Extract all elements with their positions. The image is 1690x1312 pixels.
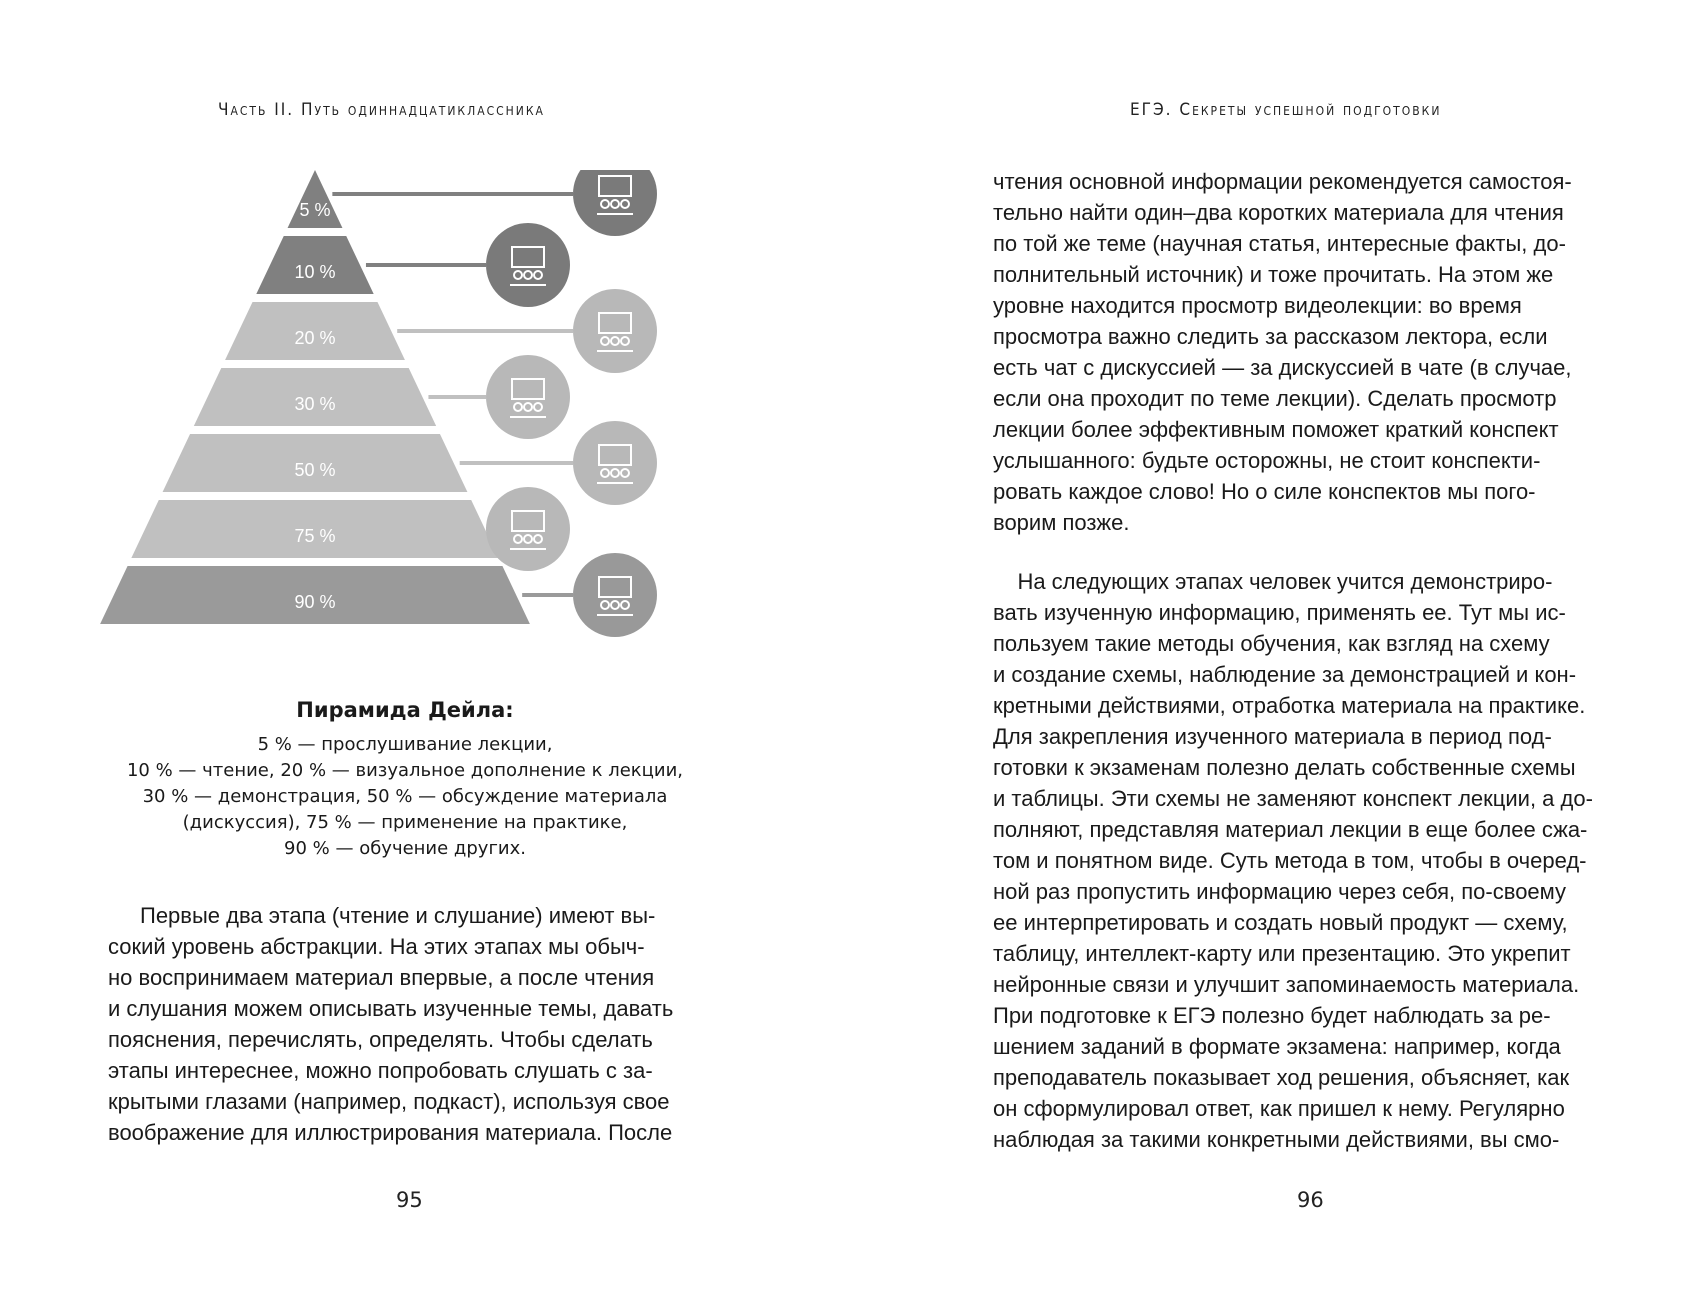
text-line: Для закрепления изученного материала в период под- [993,724,1552,749]
text-line: Первые два этапа (чтение и слушание) имеют вы- [140,903,656,928]
text-line: таблицу, интеллект-карту или презентацию. Это укрепит [993,941,1571,966]
text-line: чтения основной информации рекомендуется самостоя- [993,169,1572,194]
running-head: ЕГЭ. Секреты успешной подготовки [1130,100,1442,120]
text-line: При подготовке к ЕГЭ полезно будет наблюдать за ре- [993,1003,1551,1028]
text-line: крытыми глазами (например, подкаст), используя свое [108,1089,670,1114]
caption-title: Пирамида Дейла: [296,698,514,722]
text-line: ной раз пропустить информацию через себя, по-своему [993,879,1567,904]
caption-line: 30 % — демонстрация, 50 % — обсуждение материала [142,786,668,807]
text-line: лекции более эффективным поможет краткий конспект [993,417,1559,442]
pyramid-tier-label: 30 % [294,393,336,414]
text-line: вать изученную информацию, применять ее. Тут мы ис- [993,600,1566,625]
text-line: наблюдая за такими конкретными действиями, вы смо- [993,1127,1560,1152]
caption-line: 90 % — обучение других. [284,838,526,859]
body-paragraph [993,166,1591,538]
pyramid-tier-label: 5 % [299,199,331,220]
pyramid-caption [100,698,710,862]
caption-line: 5 % — прослушивание лекции, [257,734,553,755]
text-line: том и понятном виде. Суть метода в том, чтобы в очеред- [993,848,1587,873]
pyramid-tier-label: 10 % [294,261,336,282]
text-line: уровне находится просмотр видеолекции: во время [993,293,1522,318]
practice-laptop-icon [486,487,570,571]
text-line: пояснения, перечислять, определять. Чтобы сделать [108,1027,653,1052]
text-line: и таблицы. Эти схемы не заменяют конспект лекции, а до- [993,786,1593,811]
page-number: 95 [396,1188,423,1212]
pyramid-tier-label: 50 % [294,459,336,480]
text-line: пользуем такие методы обучения, как взгляд на схему [993,631,1550,656]
caption-line: (дискуссия), 75 % — применение на практике, [182,812,628,833]
text-line: нейронные связи и улучшит запоминаемость материала. [993,972,1580,997]
caption-line: 10 % — чтение, 20 % — визуальное дополнение к лекции, [126,760,684,781]
text-line: есть чат с дискуссией — за дискуссией в чате (в случае, [993,355,1572,380]
pyramid-tier-label: 20 % [294,327,336,348]
text-line: просмотра важно следить за рассказом лектора, если [993,324,1548,349]
text-line: услышанного: будьте осторожны, не стоит конспекти- [993,448,1541,473]
lecture-presentation-icon [573,170,657,236]
pyramid-tier-label: 90 % [294,591,336,612]
text-line: ворим позже. [993,510,1130,535]
body-paragraph [108,900,704,1148]
text-line: сокий уровень абстракции. На этих этапах мы обыч- [108,934,645,959]
page-number: 96 [1297,1188,1324,1212]
right-page [845,0,1690,1312]
running-head: Часть II. Путь одиннадцатиклассника [218,100,545,120]
text-line: если она проходит по теме лекции). Сделать просмотр [993,386,1557,411]
text-line: этапы интереснее, можно попробовать слушать с за- [108,1058,653,1083]
text-line: и создание схемы, наблюдение за демонстрацией и кон- [993,662,1577,687]
text-line: он сформулировал ответ, как пришел к нему. Регулярно [993,1096,1565,1121]
book-magnifier-icon [486,223,570,307]
text-line: и слушания можем описывать изученные темы, давать [108,996,674,1021]
text-line: воображение для иллюстрирования материала. После [108,1120,673,1145]
text-line: полнительный источник) и тоже прочитать. На этом же [993,262,1554,287]
text-line: кретными действиями, отработка материала на практике. [993,693,1586,718]
text-line: но воспринимаем материал впервые, а после чтения [108,965,655,990]
text-line: тельно найти один–два коротких материала для чтения [993,200,1564,225]
text-line: готовки к экзаменам полезно делать собственные схемы [993,755,1576,780]
screen-audience-icon [573,289,657,373]
demonstration-icon [486,355,570,439]
text-line: шением заданий в формате экзамена: например, когда [993,1034,1561,1059]
text-line: преподаватель показывает ход решения, объясняет, как [993,1065,1570,1090]
discussion-group-icon [573,421,657,505]
pyramid-tier-label: 75 % [294,525,336,546]
text-line: На следующих этапах человек учится демонстриро- [993,569,1553,594]
dale-pyramid [100,170,740,680]
text-line: ее интерпретировать и создать новый продукт — схему, [993,910,1568,935]
text-line: полняют, представляя материал лекции в еще более сжа- [993,817,1588,842]
body-paragraph [993,566,1591,1155]
text-line: ровать каждое слово! Но о силе конспектов мы пого- [993,479,1536,504]
text-line: по той же теме (научная статья, интересные факты, до- [993,231,1566,256]
teaching-others-icon [573,553,657,637]
